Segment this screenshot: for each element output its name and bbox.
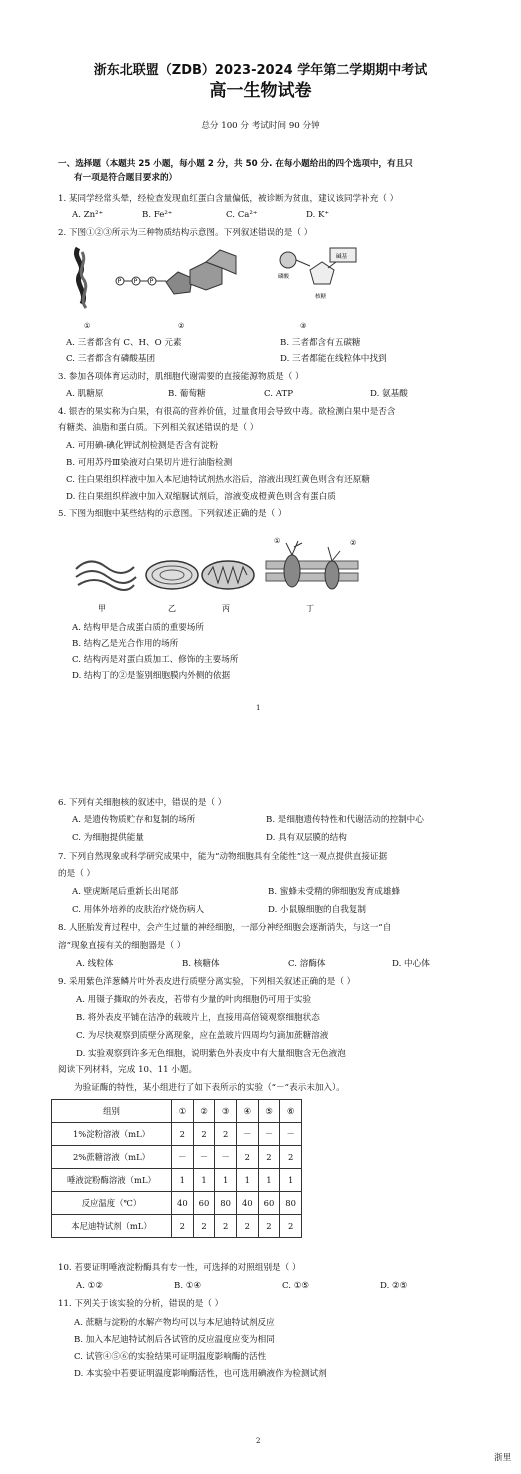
- table-cell: 1: [236, 1169, 258, 1192]
- q10-option-d: D. ②⑤: [380, 1281, 408, 1291]
- q2-figure: [60, 242, 430, 332]
- cell-membrane-structure-figure: [266, 537, 358, 589]
- table-header-cell: ③: [215, 1100, 237, 1123]
- q1-option-c: C. Ca²⁺: [226, 210, 258, 220]
- table-cell: －: [280, 1123, 302, 1146]
- q9-stem: 9. 采用紫色洋葱鳞片叶外表皮进行质壁分离实验，下列相关叙述正确的是（ ）: [58, 977, 356, 987]
- table-cell: 1: [193, 1169, 215, 1192]
- table-cell: －: [172, 1146, 194, 1169]
- table-cell: 反应温度（℃）: [52, 1192, 172, 1215]
- table-row: [52, 1169, 302, 1192]
- q5-option-b: B. 结构乙是光合作用的场所: [72, 639, 179, 649]
- table-cell: 80: [215, 1192, 237, 1215]
- q7-option-a: A. 壁虎断尾后重新长出尾部: [72, 887, 179, 897]
- q10-option-a: A. ①②: [76, 1281, 104, 1291]
- q3-stem: 3. 参加各项体育运动时，肌细胞代谢需要的直接能源物质是（ ）: [58, 372, 304, 382]
- table-cell: －: [215, 1146, 237, 1169]
- table-cell: 2: [172, 1215, 194, 1238]
- material-intro: 阅读下列材料，完成 10、11 小题。: [58, 1065, 198, 1075]
- q7-stem-cont: 的是（ ）: [58, 869, 96, 879]
- table-cell: －: [236, 1123, 258, 1146]
- q11-stem: 11. 下列关于该实验的分析，错误的是（ ）: [58, 1299, 224, 1309]
- q2-option-a: A. 三者都含有 C、H、O 元素: [66, 338, 182, 348]
- q6-option-d: D. 具有双层膜的结构: [266, 833, 347, 843]
- page-number-1: 1: [256, 704, 261, 712]
- figure-label-3: ③: [300, 322, 307, 330]
- table-cell: 2%蔗糖溶液（mL）: [52, 1146, 172, 1169]
- q3-option-c: C. ATP: [264, 389, 293, 399]
- q8-option-a: A. 线粒体: [76, 959, 114, 969]
- table-header-cell: ⑥: [280, 1100, 302, 1123]
- q1-option-b: B. Fe²⁺: [142, 210, 173, 220]
- q4-option-b: B. 可用苏丹Ⅲ染液对白果切片进行油脂检测: [66, 458, 233, 468]
- q11-option-a: A. 蔗糖与淀粉的水解产物均可以与本尼迪特试剂反应: [74, 1318, 275, 1328]
- nucleotide-structure-figure: [278, 248, 356, 300]
- q4-option-d: D. 往白果组织样液中加入双缩脲试剂后，溶液变成橙黄色则含有蛋白质: [66, 492, 336, 502]
- q5-option-a: A. 结构甲是合成蛋白质的重要场所: [72, 623, 204, 633]
- q10-stem: 10. 若要证明唾液淀粉酶具有专一性，可选择的对照组别是（ ）: [58, 1263, 301, 1273]
- q1-option-d: D. K⁺: [306, 210, 330, 220]
- table-cell: 本尼迪特试剂（mL）: [52, 1215, 172, 1238]
- table-cell: 2: [236, 1215, 258, 1238]
- table-cell: 60: [258, 1192, 280, 1215]
- q10-option-c: C. ①⑤: [282, 1281, 310, 1291]
- section-heading-cont: 有一项是符合题目要求的）: [74, 173, 178, 183]
- table-cell: 1%淀粉溶液（mL）: [52, 1123, 172, 1146]
- svg-text:P: P: [117, 278, 122, 285]
- figure-label-bing: 丙: [222, 604, 230, 613]
- table-cell: 2: [193, 1215, 215, 1238]
- q4-stem: 4. 银杏的果实称为白果，有很高的营养价值，过量食用会导致中毒。欲检测白果中是否含: [58, 407, 396, 417]
- table-header-cell: ⑤: [258, 1100, 280, 1123]
- q10-option-b: B. ①④: [174, 1281, 202, 1291]
- q7-option-c: C. 用体外培养的皮肤治疗烧伤病人: [72, 905, 205, 915]
- q8-option-d: D. 中心体: [392, 959, 430, 969]
- q11-option-c: C. 试管④⑤⑥的实验结果可证明温度影响酶的活性: [74, 1352, 267, 1362]
- q6-option-c: C. 为细胞提供能量: [72, 833, 144, 843]
- q9-option-d: D. 实验观察到许多无色细胞，说明紫色外表皮中有大量细胞含无色液泡: [76, 1049, 346, 1059]
- table-cell: 40: [172, 1192, 194, 1215]
- er-structure-figure: [76, 561, 136, 590]
- table-cell: －: [193, 1146, 215, 1169]
- q3-option-b: B. 葡萄糖: [168, 389, 206, 399]
- table-cell: 80: [280, 1192, 302, 1215]
- table-header-cell: ①: [172, 1100, 194, 1123]
- q4-option-a: A. 可用碘-碘化钾试剂检测是否含有淀粉: [66, 441, 219, 451]
- q9-option-b: B. 将外表皮平铺在洁净的载玻片上，直接用高倍镜观察细胞状态: [76, 1013, 320, 1023]
- table-cell: 2: [258, 1146, 280, 1169]
- svg-text:P: P: [133, 278, 138, 285]
- figure-label-jia: 甲: [98, 604, 106, 613]
- table-row: [52, 1215, 302, 1238]
- table-header-cell: 组别: [52, 1100, 172, 1123]
- q5-figure: [70, 525, 370, 617]
- mitochondrion-structure-figure: [202, 561, 254, 589]
- table-cell: 1: [215, 1169, 237, 1192]
- experiment-table: [51, 1099, 302, 1238]
- table-cell: 1: [280, 1169, 302, 1192]
- q7-option-b: B. 蜜蜂未受精的卵细胞发育成雄蜂: [268, 887, 401, 897]
- table-cell: 2: [280, 1215, 302, 1238]
- exam-meta: 总分 100 分 考试时间 90 分钟: [201, 121, 320, 131]
- figure-label-1: ①: [84, 322, 91, 330]
- q8-stem-cont: 溶”现象直接有关的细胞器是（ ）: [58, 941, 186, 951]
- q5-option-d: D. 结构丁的②是鉴别细胞膜内外侧的依据: [72, 671, 231, 681]
- table-cell: －: [258, 1123, 280, 1146]
- table-cell: 2: [258, 1215, 280, 1238]
- figure-label-ding: 丁: [306, 604, 314, 613]
- q5-stem: 5. 下图为细胞中某些结构的示意图。下列叙述正确的是（ ）: [58, 509, 287, 519]
- table-header-cell: ②: [193, 1100, 215, 1123]
- q8-option-b: B. 核糖体: [182, 959, 220, 969]
- q8-option-c: C. 溶酶体: [288, 959, 326, 969]
- table-row: [52, 1123, 302, 1146]
- q8-stem: 8. 人胚胎发育过程中，会产生过量的神经细胞，一部分神经细胞会逐渐消失，与这一“自: [58, 923, 392, 933]
- membrane-mark-1: ①: [274, 537, 281, 545]
- svg-text:核糖: 核糖: [315, 294, 327, 300]
- q9-option-c: C. 为尽快观察到质壁分离现象，应在盖玻片四周均匀滴加蔗糖溶液: [76, 1031, 329, 1041]
- table-cell: 2: [215, 1215, 237, 1238]
- q2-option-d: D. 三者都能在线粒体中找到: [280, 354, 387, 364]
- section-heading: 一、选择题（本题共 25 小题，每小题 2 分，共 50 分. 在每小题给出的四个选项中，有且只: [58, 159, 413, 169]
- q1-option-a: A. Zn²⁺: [72, 210, 104, 220]
- table-row: [52, 1192, 302, 1215]
- table-cell: 40: [236, 1192, 258, 1215]
- figure-label-yi: 乙: [168, 604, 176, 613]
- exam-subtitle: 高一生物试卷: [209, 81, 312, 101]
- q5-option-c: C. 结构丙是对蛋白质加工、修饰的主要场所: [72, 655, 239, 665]
- q2-option-b: B. 三者都含有五碳糖: [280, 338, 361, 348]
- q4-option-c: C. 往白果组织样液中加入本尼迪特试剂热水浴后，溶液出现红黄色则含有还原糖: [66, 475, 370, 485]
- table-cell: 1: [258, 1169, 280, 1192]
- chromosome-structure-figure: [76, 248, 86, 308]
- membrane-mark-2: ②: [350, 539, 357, 547]
- svg-text:P: P: [149, 278, 154, 285]
- table-cell: 2: [172, 1123, 194, 1146]
- q2-option-c: C. 三者都含有磷酸基团: [66, 354, 156, 364]
- q6-option-b: B. 是细胞遗传特性和代谢活动的控制中心: [266, 815, 424, 825]
- q3-option-d: D. 氨基酸: [370, 389, 408, 399]
- chloroplast-structure-figure: [146, 561, 198, 589]
- q1-stem: 1. 某同学经常头晕，经检查发现血红蛋白含量偏低，被诊断为贫血，建议该同学补充（ ）: [58, 194, 399, 204]
- q9-option-a: A. 用镊子撕取的外表皮，若带有少量的叶肉细胞仍可用于实验: [76, 995, 312, 1005]
- atp-structure-figure: [116, 250, 236, 294]
- table-cell: 60: [193, 1192, 215, 1215]
- q11-option-b: B. 加入本尼迪特试剂后各试管的反应温度应变为相同: [74, 1335, 275, 1345]
- table-header-row: [52, 1100, 302, 1123]
- page-number-2: 2: [256, 1437, 261, 1445]
- exam-title: 浙东北联盟（ZDB）2023-2024 学年第二学期期中考试: [93, 63, 428, 78]
- table-row: [52, 1146, 302, 1169]
- q2-stem: 2. 下图①②③所示为三种物质结构示意图。下列叙述错误的是（ ）: [58, 228, 313, 238]
- figure-label-2: ②: [178, 322, 185, 330]
- q6-stem: 6. 下列有关细胞核的叙述中，错误的是（ ）: [58, 798, 227, 808]
- q6-option-a: A. 是遗传物质贮存和复制的场所: [72, 815, 196, 825]
- material-desc: 为验证酶的特性，某小组进行了如下表所示的实验（“－”表示未加入）。: [74, 1083, 345, 1093]
- svg-text:磷酸: 磷酸: [278, 274, 290, 280]
- svg-text:碱基: 碱基: [336, 254, 348, 260]
- table-cell: 2: [215, 1123, 237, 1146]
- q3-option-a: A. 肌糖原: [66, 389, 104, 399]
- table-cell: 2: [236, 1146, 258, 1169]
- q7-option-d: D. 小鼠腺细胞的自我复制: [268, 905, 366, 915]
- table-cell: 2: [280, 1146, 302, 1169]
- q11-option-d: D. 本实验中若要证明温度影响酶活性，也可选用碘液作为检测试剂: [74, 1369, 327, 1379]
- table-cell: 唾液淀粉酶溶液（mL）: [52, 1169, 172, 1192]
- table-cell: 2: [193, 1123, 215, 1146]
- q4-stem-cont: 有糖类、油脂和蛋白质。下列相关叙述错误的是（ ）: [58, 423, 259, 433]
- q7-stem: 7. 下列自然现象或科学研究成果中，能为“动物细胞具有全能性”这一观点提供直接证据: [58, 852, 388, 862]
- table-header-cell: ④: [236, 1100, 258, 1123]
- corner-text: 浙里: [494, 1453, 512, 1463]
- table-cell: 1: [172, 1169, 194, 1192]
